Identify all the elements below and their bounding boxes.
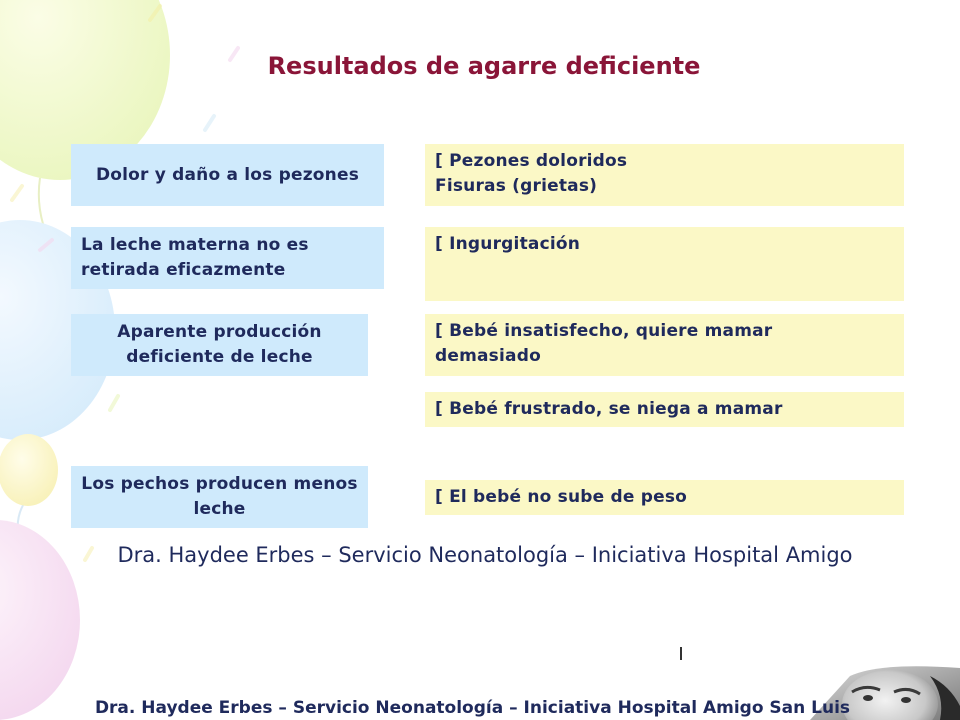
stray-mark bbox=[680, 647, 682, 660]
slide-title: Resultados de agarre deficiente bbox=[267, 52, 701, 80]
effect-label: demasiado bbox=[435, 346, 541, 366]
effect-box-sore-nipples bbox=[425, 144, 904, 206]
effect-label: [ Ingurgitación bbox=[435, 234, 581, 254]
cause-box-less-milk bbox=[71, 466, 368, 528]
effect-box-unsatisfied-baby bbox=[425, 314, 904, 376]
balloon-icon bbox=[0, 434, 58, 506]
effect-label: Fisuras (grietas) bbox=[435, 176, 598, 196]
cause-label: Aparente producción deficiente de leche bbox=[117, 322, 322, 367]
cause-label: La leche materna no es retirada eficazmente bbox=[81, 235, 309, 280]
cause-label: Los pechos producen menos leche bbox=[81, 474, 358, 519]
footer-credit: Dra. Haydee Erbes – Servicio Neonatología – Iniciativa Hospital Amigo San Luis bbox=[94, 698, 851, 718]
cause-box-low-milk-production bbox=[71, 314, 368, 376]
effect-box-frustrated-baby bbox=[425, 392, 904, 427]
effect-label: [ Bebé insatisfecho, quiere mamar bbox=[435, 321, 773, 341]
cause-label: Dolor y daño a los pezones bbox=[95, 164, 360, 185]
effect-box-engorgement bbox=[425, 227, 904, 301]
effect-label: [ El bebé no sube de peso bbox=[435, 487, 688, 507]
effect-label: [ Pezones doloridos bbox=[435, 151, 628, 171]
effect-label: [ Bebé frustrado, se niega a mamar bbox=[435, 399, 783, 419]
cause-box-nipple-pain bbox=[71, 144, 384, 206]
author-credit: Dra. Haydee Erbes – Servicio Neonatología – Iniciativa Hospital Amigo bbox=[117, 543, 853, 567]
cause-box-milk-not-removed bbox=[71, 227, 384, 289]
effect-box-no-weight-gain bbox=[425, 480, 904, 515]
